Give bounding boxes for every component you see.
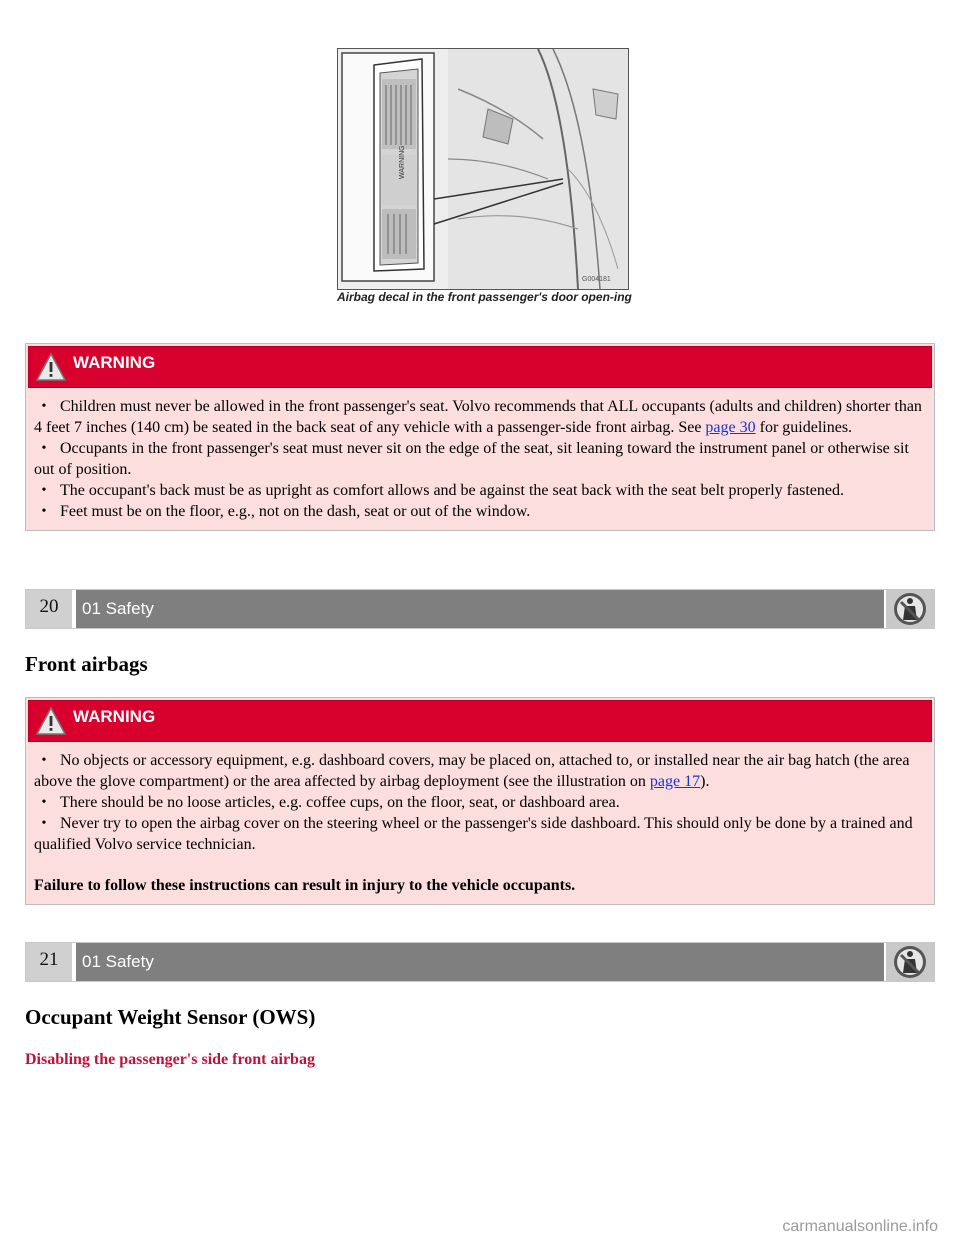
footer-watermark: carmanualsonline.info — [782, 1218, 938, 1235]
warning-triangle-icon — [35, 351, 67, 383]
warning-header — [28, 700, 932, 742]
figure-caption: Airbag decal in the front passenger's door open-ing — [337, 290, 632, 304]
warning-triangle-icon — [35, 705, 67, 737]
decal-warning-text: WARNING — [399, 145, 406, 179]
page-17-link[interactable]: page 17 — [649, 773, 701, 790]
warning-bullet: • Never try to open the airbag cover on the steering wheel or the passenger's side dashboard. This should only be done by a trained and qualified Volvo service technician. — [34, 813, 926, 855]
warning-bullet: • There should be no loose articles, e.g. coffee cups, on the floor, seat, or dashboard area. — [34, 792, 926, 813]
seatbelt-safety-icon — [886, 943, 934, 981]
airbag-decal-illustration — [337, 48, 629, 290]
page-number: 20 — [26, 590, 72, 628]
warning-bullet: • Occupants in the front passenger's seat must never sit on the edge of the seat, sit leaning toward the instrument panel or otherwise sit out of position. — [34, 438, 926, 480]
warning-box-front-airbags — [25, 697, 935, 905]
seatbelt-safety-icon — [886, 590, 934, 628]
page-number: 21 — [26, 943, 72, 981]
warning-box-children — [25, 343, 935, 531]
subheading-disabling-airbag: Disabling the passenger's side front airbag — [25, 1051, 315, 1068]
warning-bullet: • No objects or accessory equipment, e.g. dashboard covers, may be placed on, attached to, or installed near the air bag hatch (the area above the glove compartment) or the area affected by airbag deployment (see the illustration on page 17). — [34, 750, 926, 792]
page-bar-21 — [25, 942, 935, 982]
failure-statement: Failure to follow these instructions can result in injury to the vehicle occupants. — [34, 877, 576, 894]
warning-label: WARNING — [73, 707, 156, 726]
heading-ows: Occupant Weight Sensor (OWS) — [25, 1005, 316, 1029]
page-30-link[interactable]: page 30 — [705, 419, 756, 436]
warning-label: WARNING — [73, 353, 156, 372]
page-bar-20 — [25, 589, 935, 629]
warning-header — [28, 346, 932, 388]
warning-bullet: • The occupant's back must be as upright as comfort allows and be against the seat back with the seat belt properly fastened. — [34, 480, 926, 501]
warning-bullet: • Children must never be allowed in the front passenger's seat. Volvo recommends that ALL occupants (adults and children) shorter than 4 feet 7 inches (140 cm) be seated in the back seat of any vehicle with a passenger-side front airbag. See page 30 for guidelines. — [34, 396, 926, 438]
figure-code: G004181 — [582, 276, 611, 283]
section-label: 01 Safety — [76, 590, 884, 628]
warning-bullet: • Feet must be on the floor, e.g., not on the dash, seat or out of the window. — [34, 501, 926, 522]
section-label: 01 Safety — [76, 943, 884, 981]
heading-front-airbags: Front airbags — [25, 652, 148, 676]
